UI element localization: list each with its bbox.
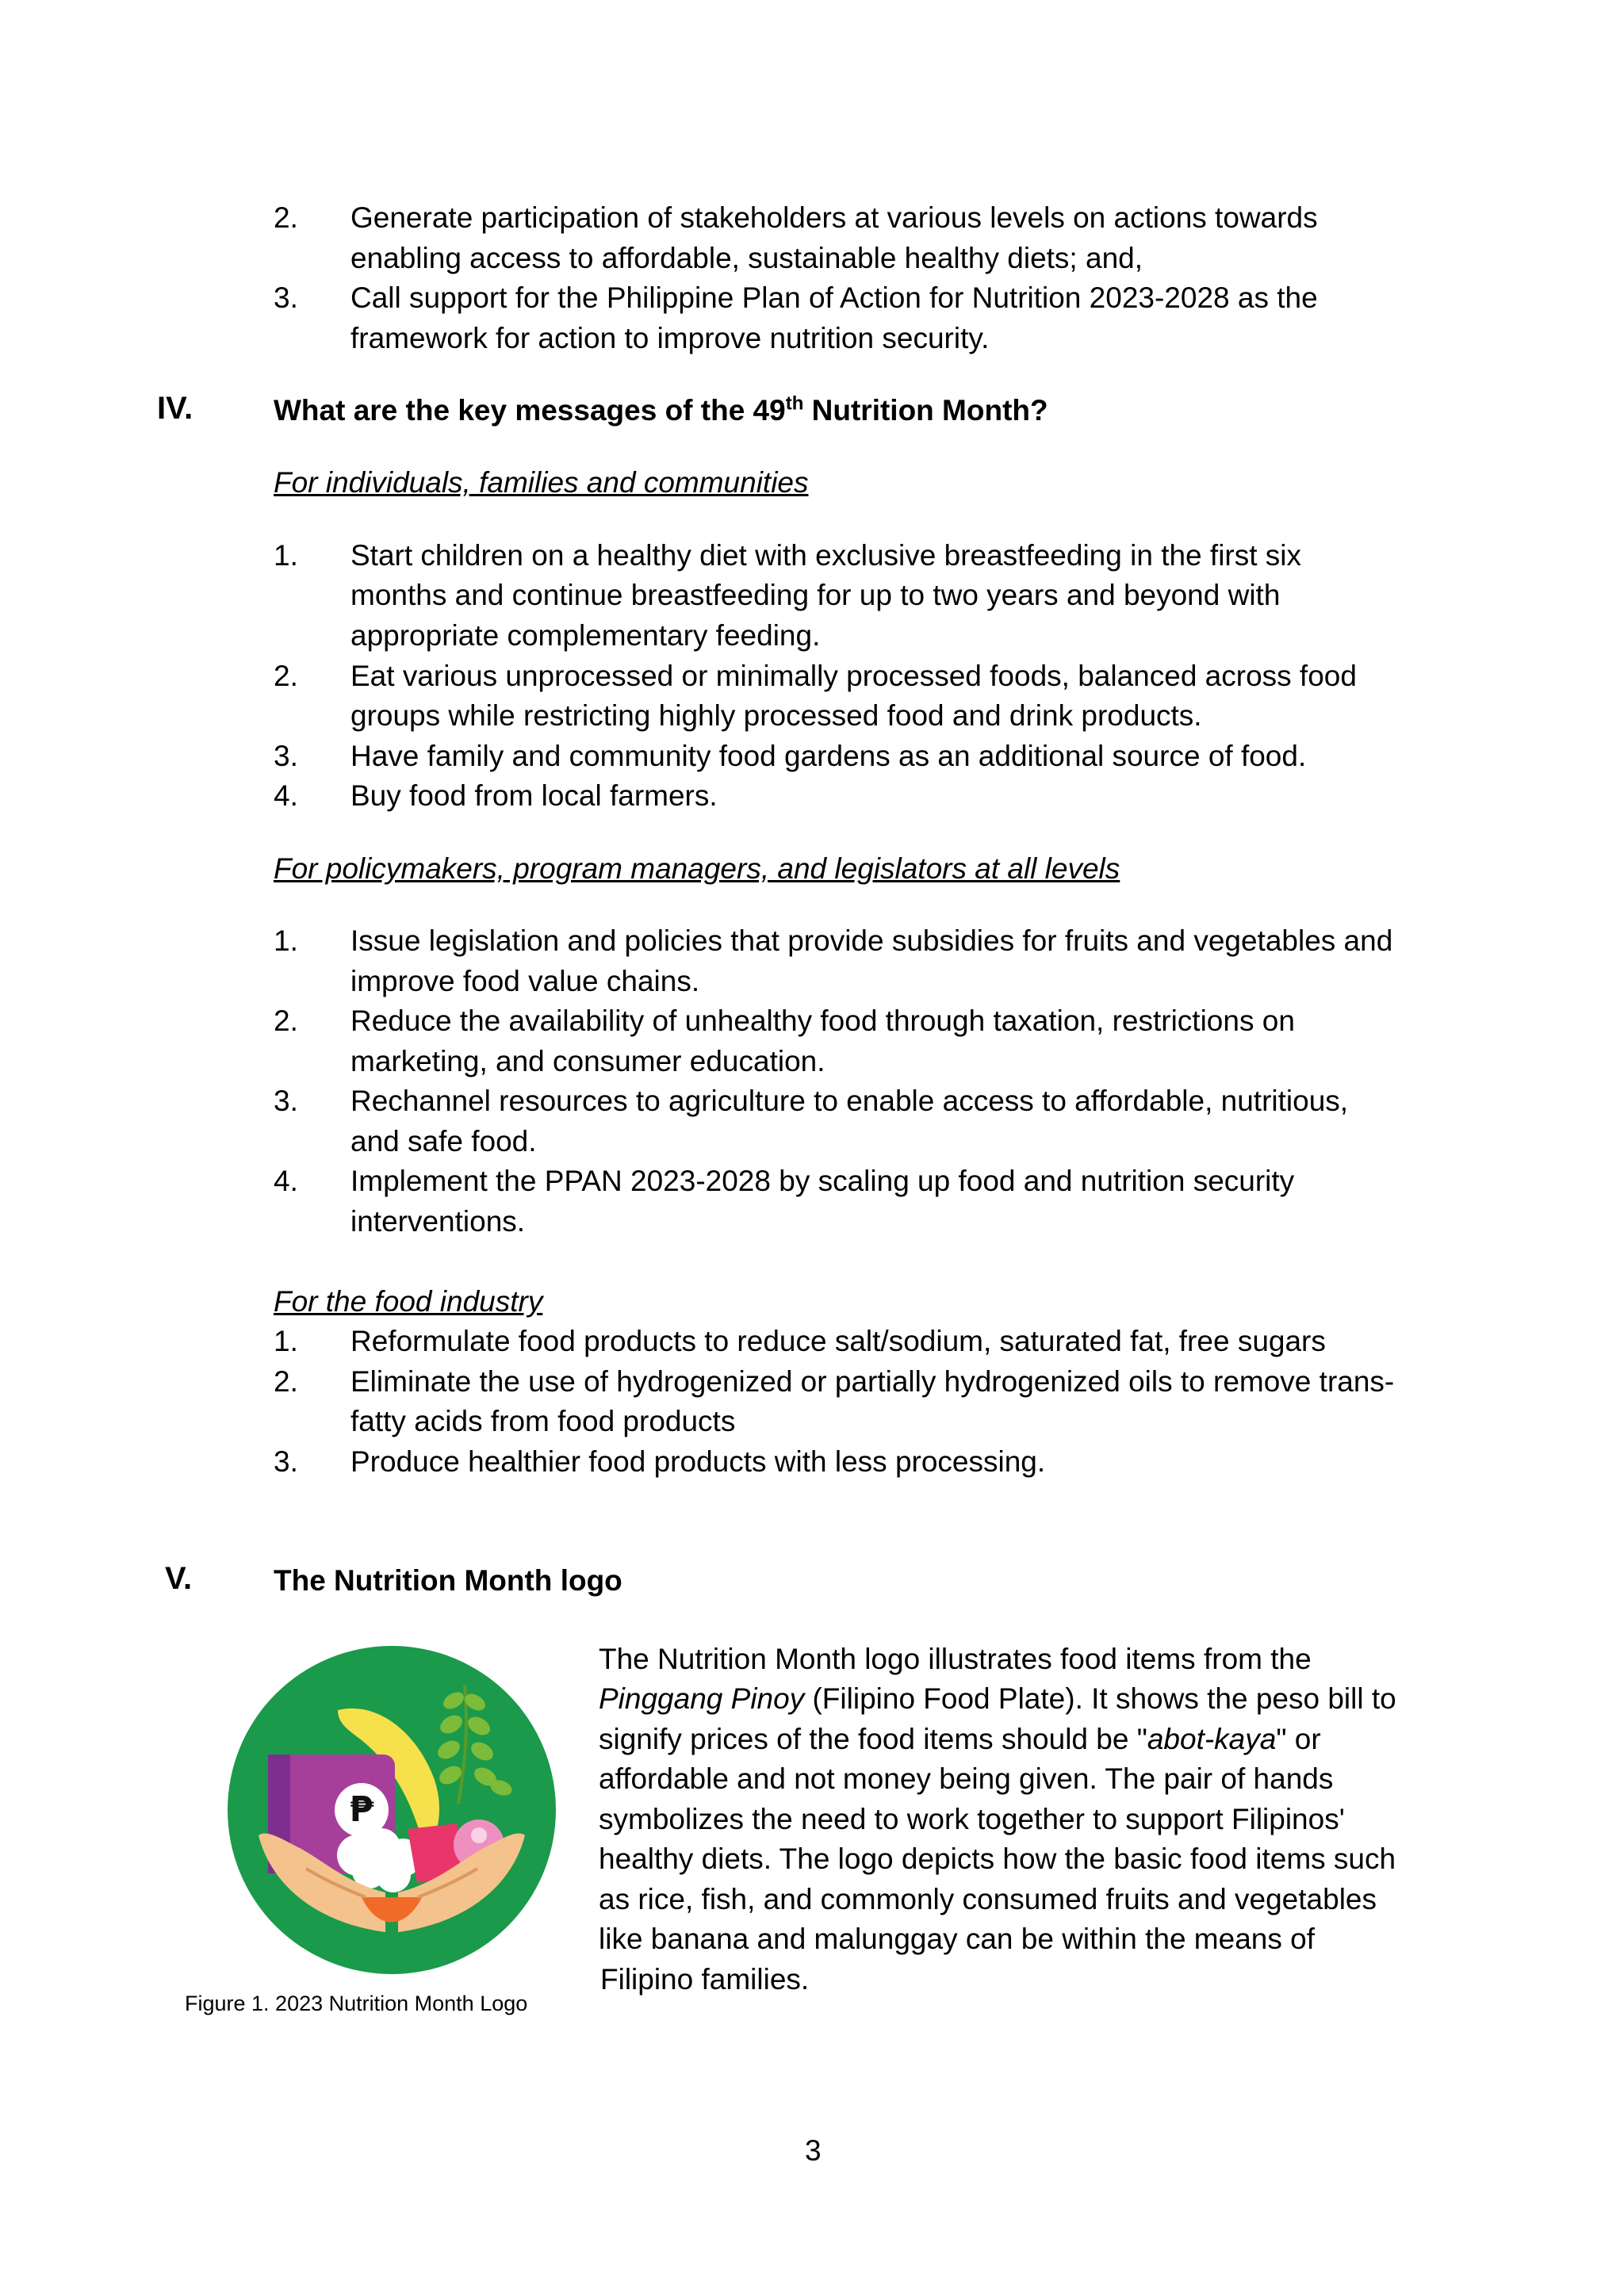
- section-numeral: V.: [165, 1561, 193, 1596]
- title-part: What are the key messages of the 49: [274, 394, 786, 427]
- text-part: signify prices of the food items should be ": [599, 1723, 1147, 1755]
- list-text: interventions.: [350, 1205, 526, 1238]
- list-text: Start children on a healthy diet with exclusive breastfeeding in the first six: [350, 539, 1302, 572]
- list-text: framework for action to improve nutrition security.: [350, 322, 990, 354]
- italic-term: abot-kaya: [1147, 1723, 1277, 1755]
- list-number: 3.: [274, 1445, 298, 1478]
- list-number: 2.: [274, 1365, 298, 1398]
- list-number: 2.: [274, 1004, 298, 1037]
- list-number: 3.: [274, 1085, 298, 1117]
- list-text: Reformulate food products to reduce salt/sodium, saturated fat, free sugars: [350, 1325, 1326, 1357]
- section-title: [274, 390, 1048, 430]
- nutrition-month-logo: [227, 1645, 557, 1975]
- list-text: Eat various unprocessed or minimally processed foods, balanced across food: [350, 660, 1357, 692]
- list-text: groups while restricting highly processed food and drink products.: [350, 699, 1202, 732]
- list-text: Produce healthier food products with less processing.: [350, 1445, 1046, 1478]
- list-text: Reduce the availability of unhealthy food through taxation, restrictions on: [350, 1004, 1295, 1037]
- text-part: " or: [1276, 1723, 1321, 1755]
- list-number: 1.: [274, 539, 298, 572]
- list-text: Rechannel resources to agriculture to enable access to affordable, nutritious,: [350, 1085, 1349, 1117]
- list-text: months and continue breastfeeding for up to two years and beyond with: [350, 579, 1281, 611]
- list-number: 2.: [274, 201, 298, 234]
- section-numeral: IV.: [157, 391, 193, 426]
- title-part: Nutrition Month?: [803, 394, 1048, 427]
- list-text: Implement the PPAN 2023-2028 by scaling up food and nutrition security: [350, 1165, 1295, 1197]
- list-number: 4.: [274, 1165, 298, 1197]
- logo-description-line: healthy diets. The logo depicts how the basic food items such: [599, 1843, 1396, 1875]
- subsection-heading: For policymakers, program managers, and legislators at all levels: [274, 852, 1120, 885]
- logo-description-line: symbolizes the need to work together to support Filipinos': [599, 1803, 1345, 1835]
- list-text: Have family and community food gardens as an additional source of food.: [350, 740, 1307, 772]
- list-text: Generate participation of stakeholders at various levels on actions towards: [350, 201, 1318, 234]
- list-number: 3.: [274, 281, 298, 314]
- logo-description-line: [599, 1719, 1321, 1759]
- logo-description-line: as rice, fish, and commonly consumed fruits and vegetables: [599, 1883, 1377, 1915]
- list-text: Call support for the Philippine Plan of Action for Nutrition 2023-2028 as the: [350, 281, 1318, 314]
- list-number: 1.: [274, 1325, 298, 1357]
- list-text: marketing, and consumer education.: [350, 1045, 825, 1077]
- list-text: enabling access to affordable, sustainable healthy diets; and,: [350, 242, 1143, 274]
- logo-description-line: affordable and not money being given. The pair of hands: [599, 1762, 1334, 1795]
- list-text: improve food value chains.: [350, 965, 700, 997]
- list-text: Buy food from local farmers.: [350, 779, 718, 812]
- subsection-heading: For the food industry: [274, 1285, 543, 1318]
- logo-description-line: [599, 1678, 1396, 1719]
- title-superscript: th: [785, 392, 804, 415]
- list-number: 3.: [274, 740, 298, 772]
- list-text: appropriate complementary feeding.: [350, 619, 821, 652]
- page-number: 3: [805, 2134, 822, 2167]
- logo-description-line: like banana and malunggay can be within the means of: [599, 1923, 1315, 1955]
- logo-description-line: The Nutrition Month logo illustrates food items from the: [599, 1643, 1312, 1675]
- peso-symbol: ₱: [349, 1789, 374, 1830]
- list-text: and safe food.: [350, 1125, 537, 1158]
- list-text: Issue legislation and policies that provide subsidies for fruits and vegetables and: [350, 924, 1393, 957]
- list-text: Eliminate the use of hydrogenized or partially hydrogenized oils to remove trans-: [350, 1365, 1395, 1398]
- subsection-heading: For individuals, families and communities: [274, 466, 809, 499]
- italic-term: Pinggang Pinoy: [599, 1682, 805, 1715]
- list-text: fatty acids from food products: [350, 1405, 736, 1437]
- text-part: (Filipino Food Plate). It shows the peso bill to: [804, 1682, 1396, 1715]
- list-number: 1.: [274, 924, 298, 957]
- logo-description-line: Filipino families.: [600, 1963, 810, 1996]
- list-number: 2.: [274, 660, 298, 692]
- figure-caption: Figure 1. 2023 Nutrition Month Logo: [185, 1992, 528, 2015]
- list-number: 4.: [274, 779, 298, 812]
- section-title: The Nutrition Month logo: [274, 1564, 622, 1597]
